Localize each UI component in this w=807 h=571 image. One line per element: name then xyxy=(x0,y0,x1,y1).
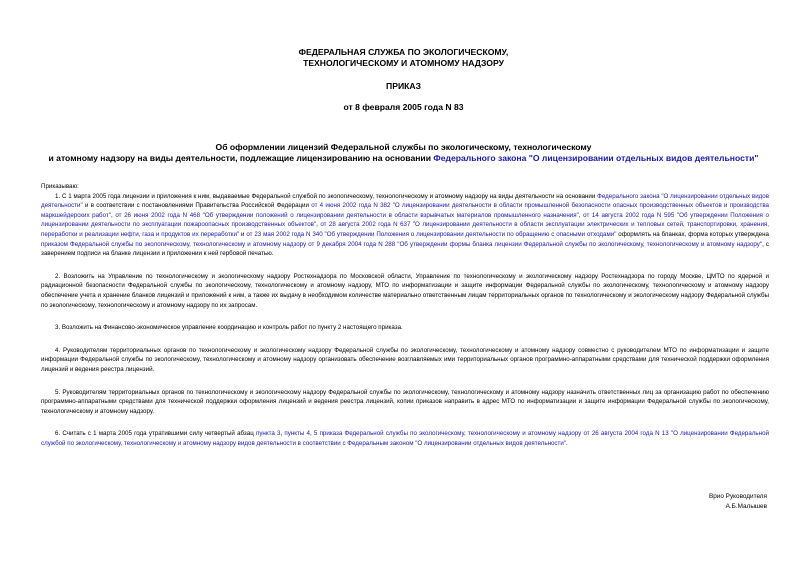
text-segment: . xyxy=(566,439,568,447)
text-segment: 6. Считать с 1 марта 2005 года утратившими силу четвертый абзац xyxy=(55,430,256,438)
signature-block xyxy=(709,492,767,512)
document-link[interactable]: пункта 3 xyxy=(255,430,281,438)
document-link[interactable]: Федерального закона "О лицензировании отдельных видов деятельности" xyxy=(41,192,769,210)
org-line-1: ФЕДЕРАЛЬНАЯ СЛУЖБА ПО ЭКОЛОГИЧЕСКОМУ, xyxy=(298,47,509,57)
title-line-2-text: и атомному надзору на виды деятельности, подлежащие лицензированию на основании xyxy=(48,153,434,163)
document-link[interactable]: от 14 августа 2002 года N 595 "Об утверждении Положения о лицензировании деятельности по эксплуатации пожароопасных производственных объектов" xyxy=(41,211,769,229)
document-link[interactable]: от 26 июня 2002 года N 468 "Об утверждении положений о лицензировании деятельности в области взрывчатых материалов промышленного назначения" xyxy=(115,211,579,219)
signatory-name: А.Б.Малышев xyxy=(725,503,767,510)
document-date-number: от 8 февраля 2005 года N 83 xyxy=(343,102,464,112)
title-line-1: Об оформлении лицензий Федеральной службы по экологическому, технологическому xyxy=(215,142,592,152)
text-segment: и xyxy=(239,230,247,238)
document-link[interactable]: от 23 мая 2002 года N 340 "Об утверждении Положения о лицензировании деятельности по обращению с опасными отходами" xyxy=(246,230,617,238)
order-lead: Приказываю: xyxy=(41,183,79,190)
text-segment: , xyxy=(280,430,285,438)
document-link[interactable]: от 4 июня 2002 года N 382 "О лицензировании деятельности в области промышленной безопасности опасных производственных объектов и производства маркшейдерских работ" xyxy=(41,202,769,219)
signatory-position: Врио Руководителя xyxy=(708,493,767,500)
title-law-link[interactable]: Федерального закона "О лицензировании отдельных видов деятельности" xyxy=(433,153,759,163)
text-segment: , xyxy=(578,211,584,219)
org-line-2: ТЕХНОЛОГИЧЕСКОМУ И АТОМНОМУ НАДЗОРУ xyxy=(303,58,504,68)
document-title xyxy=(20,142,787,164)
paragraph-1 xyxy=(41,192,769,259)
paragraph-3: 3. Возложить на Финансово-экономическое управление координацию и контроль работ по пункту 2 настоящего приказа. xyxy=(55,324,403,332)
title-line-2 xyxy=(20,153,787,164)
document-link[interactable]: 5 приказа Федеральной службы по экологическому, технологическому и атомному надзору от 26 августа 2004 года N 13 "О лицензировании Федеральной службой по экологическому, технологическому и атомному надзору видов деятельности в соответствии с Федеральным законом "О лицензировании отдельных видов деятельности" xyxy=(41,430,769,447)
paragraph-6 xyxy=(41,429,769,448)
document-link[interactable]: приказом Федеральной службы по экологическому, технологическому и атомному надзору от 9 декабря 2004 года N 288 "Об утверждении формы бланка лицензии Федеральной службы по экологическому, технологическому и атомному надзору" xyxy=(41,240,763,248)
document-link[interactable]: от 28 августа 2002 года N 637 "О лицензировании деятельности в области эксплуатации электрических и тепловых сетей, транспортировки, хранения, переработки и реализации нефти, газа и продуктов их переработки" xyxy=(41,221,769,238)
text-segment: оформлять на бланках, форма которых утверждена xyxy=(616,230,769,238)
text-segment: , xyxy=(110,211,116,219)
paragraph-5: 5. Руководителям территориальных органов по технологическому и экологическому надзору Федеральной службы по экологическому, технологическому и атомному надзору назначить ответственных лиц за организацию работ по обеспечению программно-аппаратными средствами для технической поддержки оформления лицензий и ведения реестра лицензий, копии приказов направить в адрес МТО по информатизации и защите информации Федеральной службы по экологическому, технологическому и атомному надзору. xyxy=(41,388,769,415)
document-type: ПРИКАЗ xyxy=(386,81,421,91)
text-segment: и в соответствии с постановлениями Правительства Российской Федерации xyxy=(82,202,312,210)
document-link[interactable]: пункты 4 xyxy=(284,430,310,438)
paragraph-4: 4. Руководителям территориальных органов по технологическому и экологическому надзору Федеральной службы по экологическому, технологическому и атомному надзору совместно с руководителем МТО по информатизации и защите информации Федеральной службы по экологическому, технологическому и атомному надзору организовать обеспечение возглавляемых ими территориальных органов программно-аппаратными средствами для технической поддержки оформления лицензий и ведения реестра лицензий. xyxy=(41,346,769,373)
issuing-authority xyxy=(0,47,807,69)
text-segment: 1. С 1 марта 2005 года лицензии и приложения к ним, выдаваемые Федеральной службой по экологическому, технологическому и атомному надзору на виды деятельности на основании xyxy=(55,192,598,200)
document-body xyxy=(41,182,769,461)
text-segment: , xyxy=(316,221,321,229)
text-segment: , с заверением подписи на бланке лицензии и приложении к ней гербовой печатью. xyxy=(41,240,769,258)
text-segment: , xyxy=(309,430,314,438)
paragraph-2: 2. Возложить на Управление по технологическому и экологическому надзору Ростехнадзора по Московской области, Управление по технологическому и экологическому надзору Ростехнадзора по городу Москве, ЦМТО по ядерной и радиационной безопасности Федеральной службы по экологическому, технологическому и атомному надзору, МТО по информатизации и защите информации Федеральной службы по экологическому, технологическому и атомному надзору обеспечение учета и хранение бланков лицензий и приложений к ним, а также их выдачу в необходимом количестве материально ответственным лицам территориальных органов по технологическому и экологическому надзору Федеральной службы по экологическому, технологическому и атомному надзору по их запросам. xyxy=(41,272,769,309)
